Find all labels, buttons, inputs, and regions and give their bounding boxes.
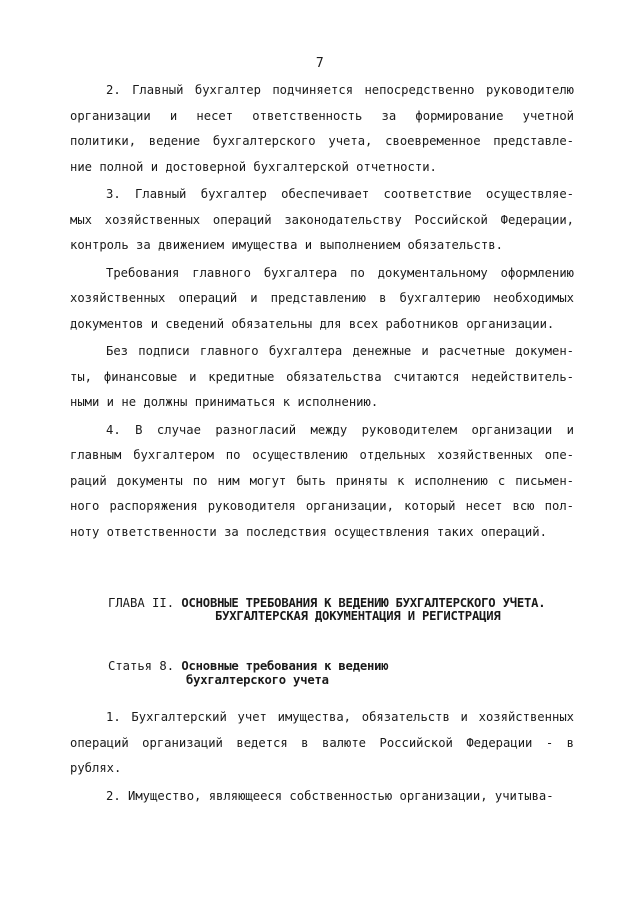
chapter-heading-line-2 <box>215 610 501 623</box>
text-line: 2. Имущество, являющееся собственностью организации, учитыва- <box>106 788 554 803</box>
text-line: ние полной и достоверной бухгалтерской отчетности. <box>70 159 437 174</box>
text-line: Требования главного бухгалтера по документальному оформлению <box>106 265 574 280</box>
article-heading-line-2 <box>186 674 329 687</box>
chapter-heading-line-1 <box>108 597 545 610</box>
text-line: 2. Главный бухгалтер подчиняется непосредственно руководителю <box>106 83 574 97</box>
text-line: хозяйственных операций и представлению в бухгалтерию необходимых <box>70 291 574 305</box>
text-line: Без подписи главного бухгалтера денежные и расчетные докумен- <box>106 344 574 358</box>
text-line: рублях. <box>70 761 122 775</box>
article-prefix: Статья 8. <box>108 659 175 673</box>
text-line: операций организаций ведется в валюте Российской Федерации - в <box>70 735 574 750</box>
paragraph <box>70 705 574 782</box>
text-line: раций документы по ним могут быть приняты к исполнению с письмен- <box>70 473 574 488</box>
text-line: ного распоряжения руководителя организации, который несет всю пол- <box>70 499 574 513</box>
page-number: 7 <box>315 56 325 71</box>
text-line: 1. Бухгалтерский учет имущества, обязательств и хозяйственных <box>106 710 574 724</box>
article-title-line-1: Основные требования к ведению <box>181 659 389 673</box>
paragraph <box>70 784 574 810</box>
text-line: мых хозяйственных операций законодательству Российской Федерации, <box>70 212 574 227</box>
chapter-title-line-1: ОСНОВНЫЕ ТРЕБОВАНИЯ К ВЕДЕНИЮ БУХГАЛТЕРСКОГО УЧЕТА. <box>181 596 546 610</box>
chapter-title-line-2: БУХГАЛТЕРСКАЯ ДОКУМЕНТАЦИЯ И РЕГИСТРАЦИЯ <box>215 609 501 623</box>
text-line: документов и сведений обязательны для всех работников организации. <box>70 316 555 331</box>
chapter-prefix: ГЛАВА II. <box>108 596 175 610</box>
article-title-line-2: бухгалтерского учета <box>186 673 329 687</box>
body-text-bottom <box>70 705 574 809</box>
text-line: политики, ведение бухгалтерского учета, своевременное представле- <box>70 134 574 148</box>
text-line: ты, финансовые и кредитные обязательства считаются недействитель- <box>70 369 574 384</box>
article-heading-line-1 <box>108 660 388 673</box>
text-line: ноту ответственности за последствия осуществления таких операций. <box>70 524 547 539</box>
text-line: организации и несет ответственность за формирование учетной <box>70 108 574 123</box>
text-line: 4. В случае разногласий между руководителем организации и <box>106 422 574 437</box>
text-line: контроль за движением имущества и выполнением обязательств. <box>70 238 503 252</box>
text-line: ными и не должны приниматься к исполнению. <box>70 395 379 409</box>
text-line: 3. Главный бухгалтер обеспечивает соответствие осуществляе- <box>106 187 574 201</box>
text-line: главным бухгалтером по осуществлению отдельных хозяйственных опе- <box>70 448 574 462</box>
